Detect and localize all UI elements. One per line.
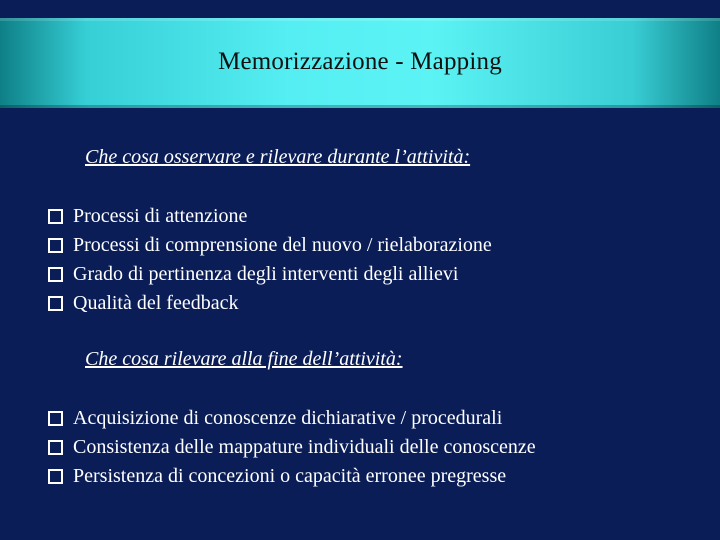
section-heading-observe: Che cosa osservare e rilevare durante l’attività:	[85, 146, 471, 168]
section-heading-end: Che cosa rilevare alla fine dell’attività:	[85, 348, 403, 370]
list-item-label: Qualità del feedback	[73, 292, 239, 314]
checkbox-square-icon	[48, 209, 63, 224]
list-item	[48, 231, 492, 260]
checkbox-square-icon	[48, 440, 63, 455]
bullet-list-end	[48, 404, 536, 491]
list-item	[48, 462, 536, 491]
list-item-label: Acquisizione di conoscenze dichiarative / procedurali	[73, 407, 503, 429]
list-item-label: Processi di comprensione del nuovo / rielaborazione	[73, 234, 492, 256]
list-item-label: Grado di pertinenza degli interventi degli allievi	[73, 263, 459, 285]
checkbox-square-icon	[48, 411, 63, 426]
title-bar	[0, 18, 720, 108]
list-item	[48, 289, 492, 318]
slide-title: Memorizzazione - Mapping	[218, 48, 502, 75]
checkbox-square-icon	[48, 296, 63, 311]
list-item	[48, 260, 492, 289]
checkbox-square-icon	[48, 238, 63, 253]
list-item	[48, 404, 536, 433]
list-item-label: Consistenza delle mappature individuali delle conoscenze	[73, 436, 536, 458]
list-item-label: Persistenza di concezioni o capacità erronee pregresse	[73, 465, 507, 487]
bullet-list-observe	[48, 202, 492, 318]
checkbox-square-icon	[48, 267, 63, 282]
checkbox-square-icon	[48, 469, 63, 484]
list-item-label: Processi di attenzione	[73, 205, 248, 227]
list-item	[48, 202, 492, 231]
list-item	[48, 433, 536, 462]
